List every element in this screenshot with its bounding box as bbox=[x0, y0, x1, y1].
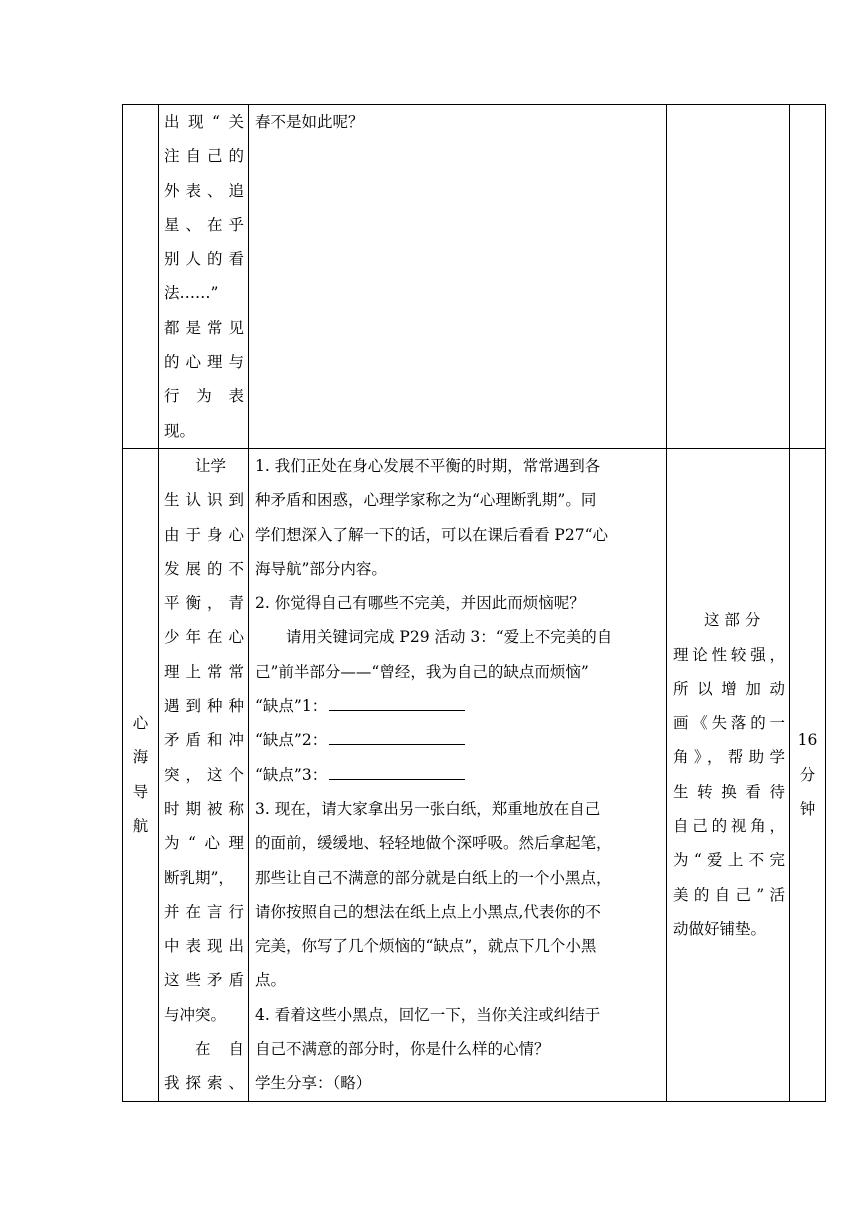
note-cell bbox=[667, 448, 790, 1101]
section-title-char: 海 bbox=[132, 748, 149, 767]
goal-line: 注自己的 bbox=[164, 147, 244, 166]
blank-line bbox=[255, 689, 661, 723]
content-line: 点。 bbox=[255, 971, 287, 990]
section-title-char: 导 bbox=[132, 782, 149, 801]
blank-label: “缺点”3： bbox=[255, 765, 328, 784]
time-text: 16 bbox=[797, 731, 818, 750]
lesson-plan-table bbox=[122, 104, 826, 1102]
note-line: 角》，帮助学 bbox=[673, 748, 785, 767]
goal-line: 与冲突。 bbox=[164, 1005, 227, 1024]
goal-line: 生认识到 bbox=[164, 491, 244, 510]
blank-label: “缺点”2： bbox=[255, 731, 328, 750]
goal-cell bbox=[159, 448, 249, 1101]
content-line: 2. 你觉得自己有哪些不完美，并因此而烦恼呢？ bbox=[255, 594, 585, 613]
note-line: 自己的视角， bbox=[673, 817, 785, 836]
fill-blank bbox=[329, 764, 465, 780]
note-line: 画《失落的一 bbox=[673, 714, 785, 733]
content-line: 1. 我们正处在身心发展不平衡的时期，常常遇到各 bbox=[255, 456, 601, 475]
goal-line: 矛盾和冲 bbox=[164, 731, 244, 750]
content-line: 4. 看着这些小黑点，回忆一下，当你关注或纠结于 bbox=[255, 1005, 601, 1024]
goal-line: 突，这个 bbox=[164, 765, 244, 784]
goal-line: 由于身心 bbox=[164, 525, 244, 544]
goal-line: 都是常见 bbox=[164, 318, 244, 337]
note-line: 动做好铺垫。 bbox=[673, 919, 767, 938]
content-line: 春不是如此呢？ bbox=[255, 113, 364, 131]
blank-line bbox=[255, 723, 661, 757]
goal-line: 出现“关 bbox=[164, 113, 244, 131]
content-line: 自己不满意的部分时，你是什么样的心情？ bbox=[255, 1040, 550, 1059]
content-line: 己”前半部分——“曾经，我为自己的缺点而烦恼” bbox=[255, 662, 589, 681]
note-cell bbox=[667, 105, 790, 449]
content-line: 海导航”部分内容。 bbox=[255, 559, 387, 578]
blank-line bbox=[255, 758, 661, 792]
section-title-char: 航 bbox=[132, 817, 149, 836]
goal-line: 法……” bbox=[164, 284, 219, 303]
goal-line: 让学 bbox=[195, 456, 227, 475]
note-line: 理论性较强， bbox=[673, 645, 785, 664]
note-line: 生 转 换 看 待 bbox=[673, 782, 785, 801]
time-cell bbox=[790, 105, 826, 449]
goal-line: 外表、追 bbox=[164, 181, 244, 200]
goal-line: 断乳期”， bbox=[164, 868, 234, 887]
goal-line: 平衡，青 bbox=[164, 594, 244, 613]
goal-line: 发展的不 bbox=[164, 559, 244, 578]
fill-blank bbox=[329, 729, 465, 745]
content-line: 请用关键词完成 P29 活动 3：“爱上不完美的自 bbox=[286, 628, 613, 647]
content-line: 学们想深入了解一下的话，可以在课后看看 P27“心 bbox=[255, 525, 609, 544]
goal-line: 并在言行 bbox=[164, 902, 244, 921]
content-line: 种矛盾和困惑，心理学家称之为“心理断乳期”。同 bbox=[255, 491, 597, 510]
note-line: 所 以 增 加 动 bbox=[673, 679, 785, 698]
goal-line: 为“心理 bbox=[164, 834, 244, 853]
content-line: 的面前，缓缓地、轻轻地做个深呼吸。然后拿起笔， bbox=[255, 834, 612, 853]
goal-cell bbox=[159, 105, 249, 449]
content-line: 学生分享：（略） bbox=[255, 1074, 372, 1093]
goal-line: 星、在乎 bbox=[164, 215, 244, 234]
table-row bbox=[123, 105, 826, 449]
goal-line: 行 为 表 bbox=[164, 387, 244, 406]
goal-line: 我探索、 bbox=[164, 1074, 244, 1093]
fill-blank bbox=[329, 695, 465, 711]
content-line: 3. 现在，请大家拿出另一张白纸，郑重地放在自己 bbox=[255, 799, 601, 818]
section-title bbox=[123, 448, 159, 1101]
goal-line: 在自 bbox=[195, 1040, 244, 1059]
section-cell bbox=[123, 105, 159, 449]
content-line: 完美，你写了几个烦恼的“缺点”，就点下几个小黑 bbox=[255, 937, 597, 956]
goal-line: 理上常常 bbox=[164, 662, 244, 681]
goal-line: 的心理与 bbox=[164, 353, 244, 372]
time-cell bbox=[790, 448, 826, 1101]
goal-line: 别人的看 bbox=[164, 250, 244, 269]
table-row bbox=[123, 448, 826, 1101]
content-cell bbox=[249, 448, 667, 1101]
section-title-char: 心 bbox=[132, 714, 149, 733]
content-line: 那些让自己不满意的部分就是白纸上的一个小黑点， bbox=[255, 868, 612, 887]
time-text: 分 bbox=[799, 765, 816, 784]
goal-line: 少年在心 bbox=[164, 628, 244, 647]
note-line: 为“爱上不完 bbox=[673, 851, 785, 870]
note-line: 这 部 分 bbox=[704, 611, 761, 630]
goal-line: 现。 bbox=[164, 421, 196, 440]
goal-line: 这些矛盾 bbox=[164, 971, 244, 990]
goal-line: 时期被称 bbox=[164, 799, 244, 818]
time-text: 钟 bbox=[799, 799, 816, 818]
content-cell bbox=[249, 105, 667, 449]
blank-label: “缺点”1： bbox=[255, 697, 328, 716]
note-line: 美的自己”活 bbox=[673, 885, 785, 904]
content-line: 请你按照自己的想法在纸上点上小黑点,代表你的不 bbox=[255, 902, 601, 921]
goal-line: 遇到种种 bbox=[164, 697, 244, 716]
goal-line: 中表现出 bbox=[164, 937, 244, 956]
